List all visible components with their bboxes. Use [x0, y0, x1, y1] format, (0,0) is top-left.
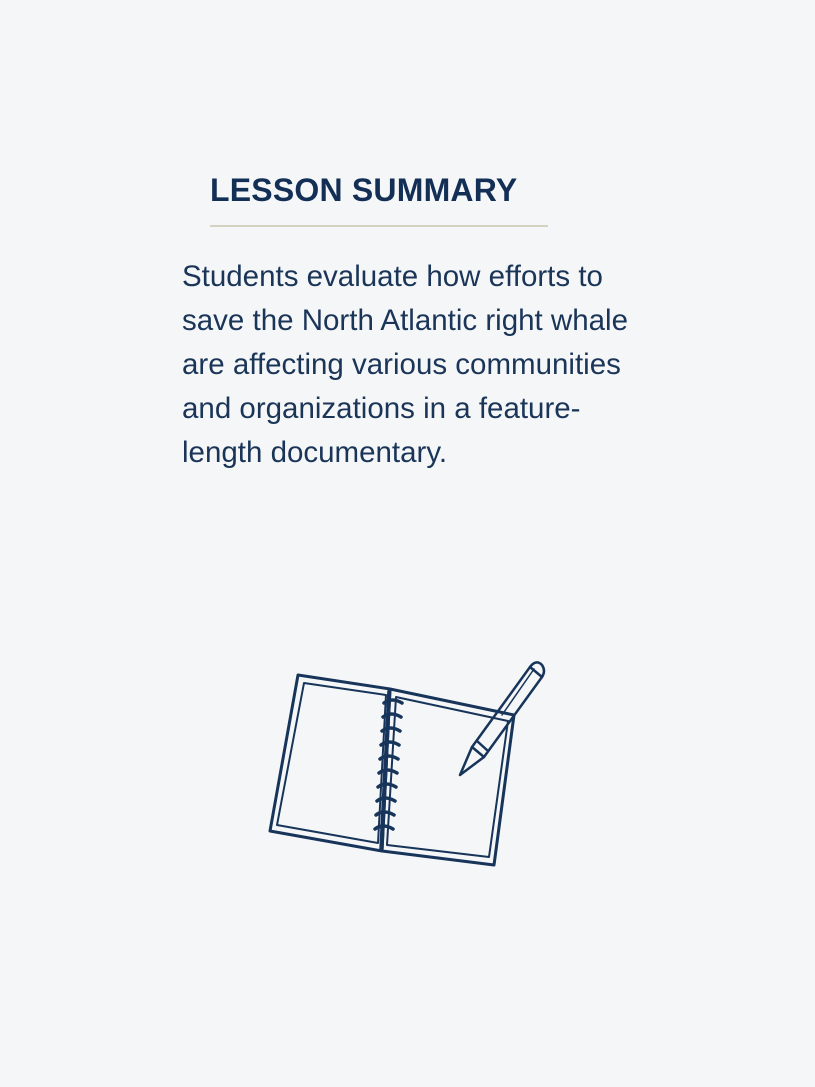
heading-divider — [210, 225, 548, 227]
lesson-summary-text: Students evaluate how efforts to save the North Atlantic right whale are affecting various communities and organizations in a feature-length documentary. — [182, 260, 629, 469]
notebook-pen-icon — [262, 655, 552, 875]
lesson-summary-heading: LESSON SUMMARY — [210, 172, 518, 208]
